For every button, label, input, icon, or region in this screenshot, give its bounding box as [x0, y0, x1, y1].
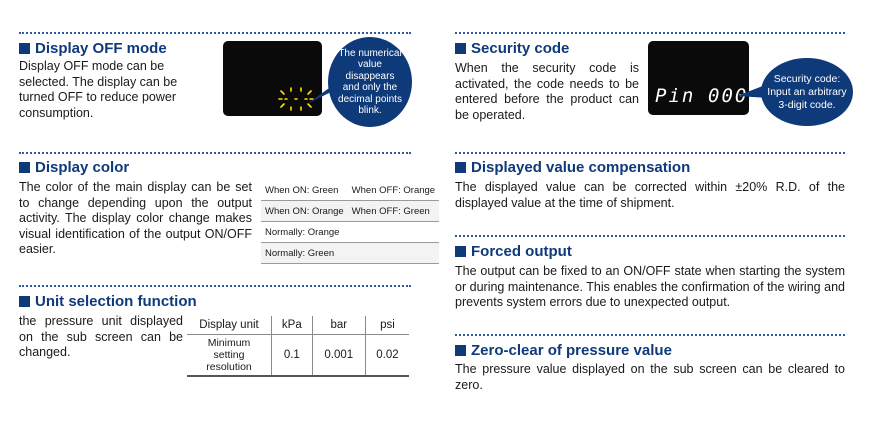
divider	[455, 235, 845, 237]
table-cell: 0.001	[312, 335, 365, 377]
section-title-value-compensation: Displayed value compensation	[455, 159, 690, 176]
section-title-zero-clear: Zero-clear of pressure value	[455, 342, 672, 359]
section-title-security-code: Security code	[455, 40, 569, 57]
divider	[19, 285, 411, 287]
table-cell	[348, 243, 439, 264]
lcd-code-text: 000	[708, 85, 749, 107]
divider	[19, 32, 411, 34]
display-off-callout: The numerical value disappears and only the decimal points blink.	[328, 37, 412, 127]
table-cell: Normally: Green	[261, 243, 348, 264]
section-title-unit-selection: Unit selection function	[19, 293, 197, 310]
table-cell: When ON: Orange	[261, 201, 348, 222]
forced-output-text: The output can be fixed to an ON/OFF state when starting the system or during maintenance. This enables the confirmation of the wiring and prevents system errors due to unexpected output.	[455, 264, 845, 309]
table-header-cell: psi	[365, 316, 409, 335]
table-cell: When OFF: Green	[348, 201, 439, 222]
table-cell: When OFF: Orange	[348, 180, 439, 201]
display-color-table	[261, 180, 439, 264]
table-cell: 0.1	[272, 335, 313, 377]
section-title-display-off: Display OFF mode	[19, 40, 167, 57]
divider	[455, 152, 845, 154]
section-title-forced-output: Forced output	[455, 243, 572, 260]
zero-clear-text: The pressure value displayed on the sub screen can be cleared to zero.	[455, 362, 845, 392]
square-bullet-icon	[455, 162, 466, 173]
square-bullet-icon	[455, 43, 466, 54]
table-cell: When ON: Green	[261, 180, 348, 201]
table-cell: Minimum setting resolution	[187, 335, 272, 377]
square-bullet-icon	[455, 345, 466, 356]
divider	[19, 152, 411, 154]
table-header-cell: kPa	[272, 316, 313, 335]
table-row	[261, 222, 439, 243]
table-cell: 0.02	[365, 335, 409, 377]
security-code-lcd-image	[648, 41, 749, 115]
security-code-text: When the security code is activated, the code needs to be entered before the product can be operated.	[455, 61, 639, 122]
table-cell: Normally: Orange	[261, 222, 348, 243]
table-row	[261, 243, 439, 264]
display-color-text: The color of the main display can be set to change depending upon the output activity. The display color change makes visual identification of the output ON/OFF easier.	[19, 180, 252, 256]
square-bullet-icon	[19, 162, 30, 173]
table-header-cell: bar	[312, 316, 365, 335]
table-cell	[348, 222, 439, 243]
square-bullet-icon	[19, 296, 30, 307]
table-header-cell: Display unit	[187, 316, 272, 335]
lcd-pin-text: Pin	[655, 85, 696, 107]
value-compensation-text: The displayed value can be corrected within ±20% R.D. of the displayed value at the time of shipment.	[455, 180, 845, 210]
table-row	[261, 180, 439, 201]
divider	[455, 334, 845, 336]
divider	[455, 32, 845, 34]
unit-resolution-table	[187, 316, 409, 377]
table-row	[187, 335, 409, 377]
table-header-row	[187, 316, 409, 335]
unit-selection-text: the pressure unit displayed on the sub screen can be changed.	[19, 314, 183, 359]
table-row	[261, 201, 439, 222]
display-off-text: Display OFF mode can be selected. The display can be turned OFF to reduce power consumption.	[19, 59, 178, 120]
security-code-callout: Security code: Input an arbitrary 3-digit code.	[761, 58, 853, 126]
square-bullet-icon	[455, 246, 466, 257]
section-title-display-color: Display color	[19, 159, 129, 176]
square-bullet-icon	[19, 43, 30, 54]
